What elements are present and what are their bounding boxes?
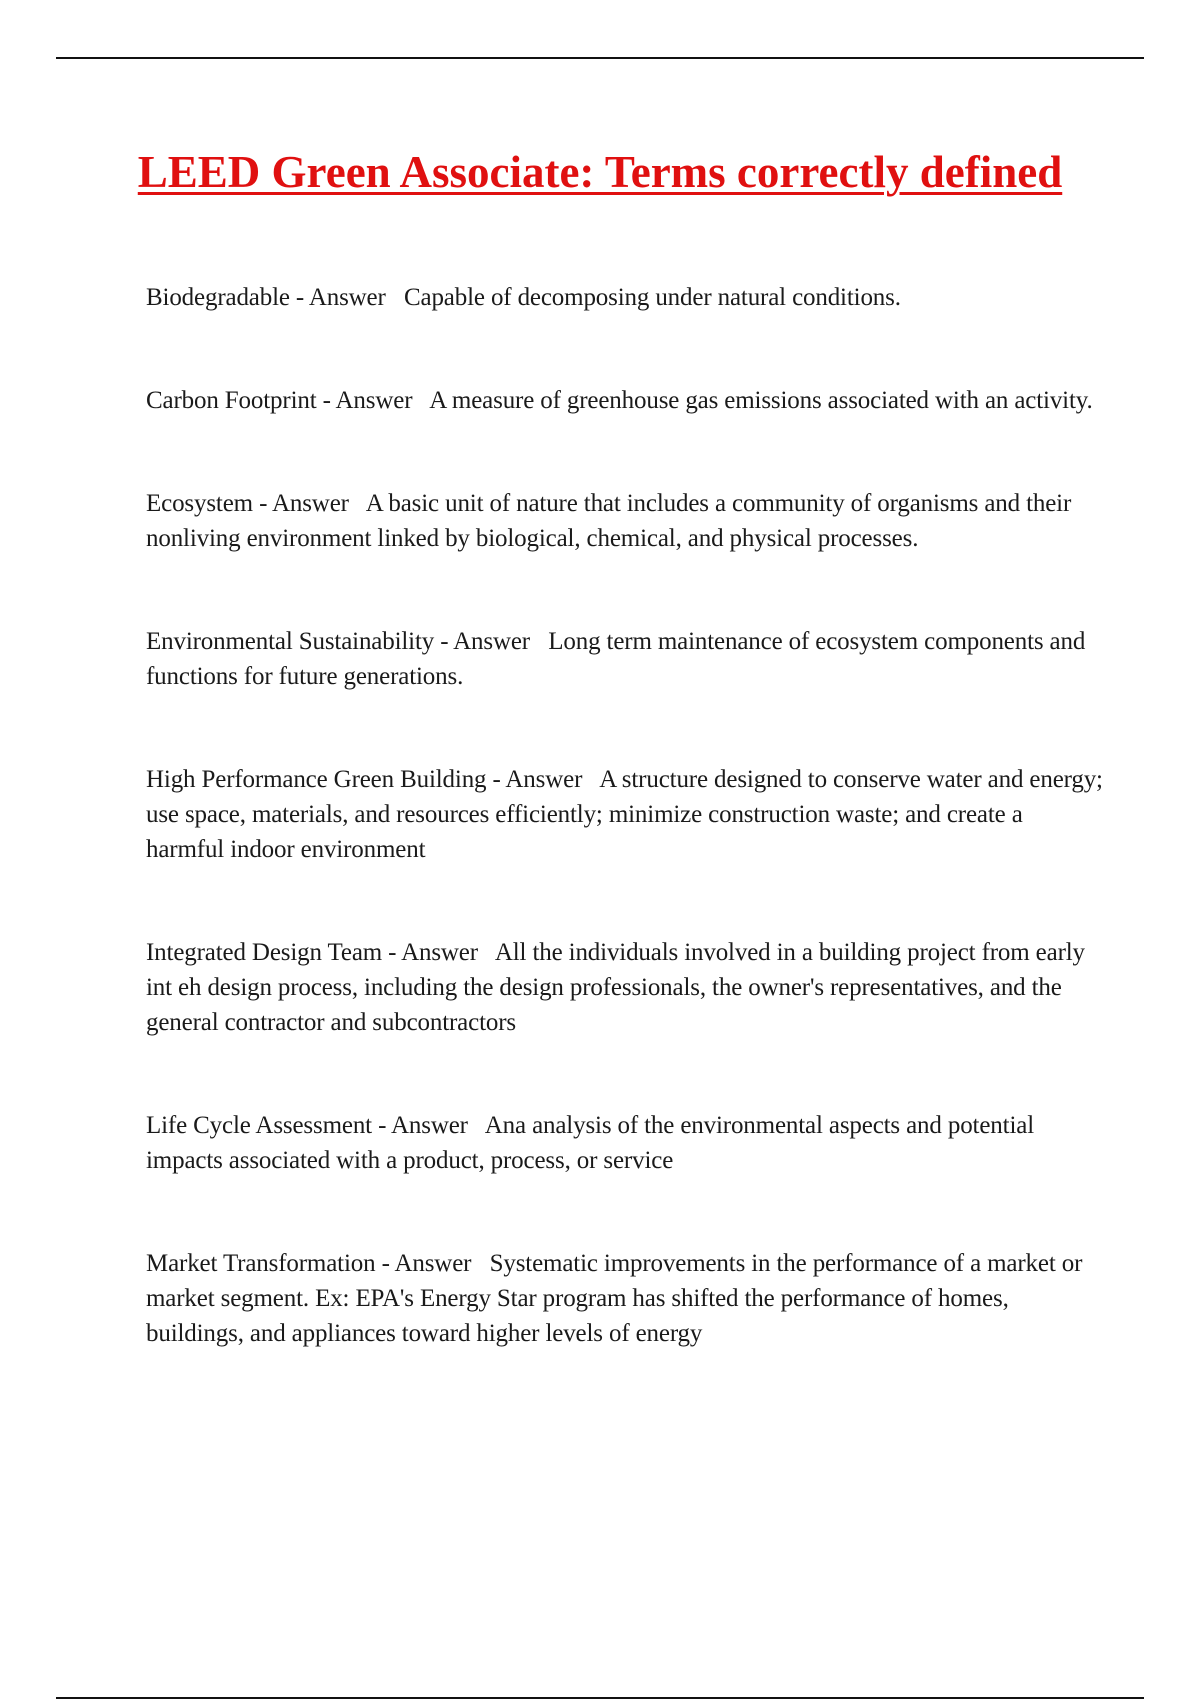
term-definition: Capable of decomposing under natural conditions.	[403, 284, 901, 311]
answer-separator: - Answer	[434, 628, 549, 655]
term-name: Market Transformation	[146, 1250, 376, 1277]
term-entry-market-transformation	[146, 1246, 1106, 1351]
term-name: Carbon Footprint	[146, 387, 317, 414]
term-entry-biodegradable	[146, 280, 1106, 315]
answer-separator: - Answer	[371, 1112, 485, 1139]
answer-separator: - Answer	[316, 387, 430, 414]
term-definition: All the individuals involved in a building project from early int eh design process, including the design professionals, the owner's representatives, and the general contractor and subcontractors	[146, 939, 1085, 1036]
answer-separator: - Answer	[289, 284, 404, 311]
term-definition: Long term maintenance of ecosystem components and functions for future generations.	[146, 628, 1086, 690]
term-name: Life Cycle Assessment	[146, 1112, 372, 1139]
term-definition: A basic unit of nature that includes a community of organisms and their nonliving environment linked by biological, chemical, and physical processes.	[146, 490, 1072, 552]
answer-separator: - Answer	[252, 490, 366, 517]
document-title: LEED Green Associate: Terms correctly defined	[137, 147, 1063, 197]
term-name: Biodegradable	[146, 284, 290, 311]
term-definition: Systematic improvements in the performance of a market or market segment. Ex: EPA's Energy Star program has shifted the performance of homes, buildings, and appliances toward higher levels of energy	[146, 1250, 1083, 1347]
term-entry-environmental-sustainability	[146, 624, 1106, 694]
term-definition: Ana analysis of the environmental aspects and potential impacts associated with a product, process, or service	[146, 1112, 1034, 1174]
term-entry-life-cycle-assessment	[146, 1108, 1106, 1178]
term-entry-high-performance-green-building	[146, 762, 1106, 867]
term-entry-integrated-design-team	[146, 935, 1106, 1040]
term-definition: A measure of greenhouse gas emissions associated with an activity.	[429, 387, 1093, 414]
bottom-divider	[56, 1697, 1144, 1699]
top-divider	[56, 57, 1144, 59]
term-entry-carbon-footprint	[146, 383, 1106, 418]
answer-separator: - Answer	[375, 1250, 490, 1277]
term-name: High Performance Green Building	[146, 766, 487, 793]
terms-list	[146, 280, 1106, 1419]
answer-separator: - Answer	[382, 939, 495, 966]
term-definition: A structure designed to conserve water and energy; use space, materials, and resources efficiently; minimize construction waste; and create a harmful indoor environment	[146, 766, 1103, 863]
term-name: Ecosystem	[146, 490, 253, 517]
answer-separator: - Answer	[486, 766, 600, 793]
term-name: Environmental Sustainability	[146, 628, 435, 655]
term-entry-ecosystem	[146, 486, 1106, 556]
term-name: Integrated Design Team	[146, 939, 383, 966]
